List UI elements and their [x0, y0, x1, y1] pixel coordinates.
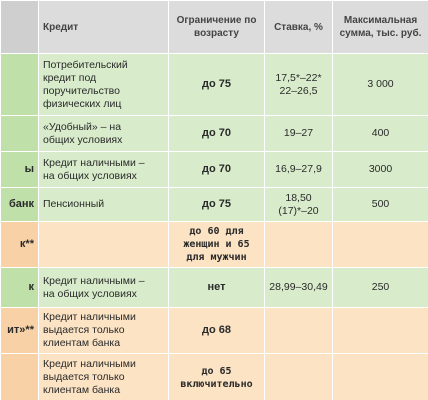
lender-cell: к** — [1, 222, 39, 268]
lender-cell: к — [1, 268, 39, 308]
product-line: Кредит наличными – — [43, 274, 145, 287]
product-line: кредит под — [43, 71, 97, 84]
product-cell: Пенсионный — [39, 188, 169, 222]
product-cell — [39, 152, 169, 188]
max-amount-cell: 3 000 — [333, 54, 428, 116]
product-line: клиентам банка — [43, 384, 121, 396]
lender-cell: ит»** — [1, 308, 39, 354]
lender-cell: ы — [1, 152, 39, 188]
product-line: Кредит наличными – — [43, 156, 145, 169]
product-cell — [39, 268, 169, 308]
age-cell: нет — [169, 268, 265, 308]
rate-cell: 28,99–30,49 — [265, 268, 333, 308]
table-row — [1, 116, 428, 152]
table-row — [1, 188, 428, 222]
lender-cell — [1, 116, 39, 152]
rate-cell — [265, 308, 333, 354]
product-line: на общих условиях — [43, 287, 137, 300]
max-amount-column-header: Максимальная сумма, тыс. руб. — [333, 1, 428, 54]
max-amount-cell — [333, 308, 428, 354]
product-cell — [39, 222, 169, 268]
age-cell: до 70 — [169, 116, 265, 152]
rate-cell — [265, 354, 333, 400]
product-line: выдается только — [43, 371, 125, 383]
table-row — [1, 308, 428, 354]
age-line: женщин и 65 — [183, 239, 250, 250]
rate-line: 17,5*–22* — [275, 71, 322, 84]
table-row — [1, 54, 428, 116]
product-line: на общих условиях — [43, 169, 137, 182]
product-cell — [39, 54, 169, 116]
rate-cell: 19–27 — [265, 116, 333, 152]
max-amount-cell: 500 — [333, 188, 428, 222]
product-cell — [39, 308, 169, 354]
lender-cell: банк — [1, 188, 39, 222]
product-cell — [39, 116, 169, 152]
table-row — [1, 354, 428, 400]
table-row — [1, 268, 428, 308]
lender-column-header — [1, 1, 39, 54]
product-cell — [39, 354, 169, 400]
age-cell: до 75 — [169, 188, 265, 222]
product-line: физических лиц — [43, 97, 122, 110]
rate-cell: 16,9–27,9 — [265, 152, 333, 188]
rate-line: (17)*–20 — [278, 204, 319, 217]
product-line: Кредит наличными — [43, 358, 136, 370]
age-line: до 65 — [201, 365, 232, 377]
product-line: выдается только — [43, 324, 125, 336]
table-row — [1, 222, 428, 268]
lender-cell — [1, 54, 39, 116]
product-line: поручительство — [43, 84, 120, 97]
product-line: общих условиях — [43, 133, 123, 146]
rate-cell — [265, 188, 333, 222]
max-amount-cell: 250 — [333, 268, 428, 308]
age-cell — [169, 222, 265, 268]
lender-cell — [1, 354, 39, 400]
product-line: Потребительский — [43, 58, 128, 71]
age-cell: до 70 — [169, 152, 265, 188]
rate-cell — [265, 54, 333, 116]
age-cell — [169, 354, 265, 400]
product-line: клиентам банка — [43, 337, 121, 349]
age-line: до 60 для — [189, 226, 244, 237]
rate-line: 22–26,5 — [279, 84, 318, 97]
max-amount-cell: 3000 — [333, 152, 428, 188]
rate-line: 18,50 — [285, 191, 312, 204]
rate-cell — [265, 222, 333, 268]
table-row — [1, 152, 428, 188]
max-amount-cell — [333, 222, 428, 268]
age-cell: до 68 — [169, 308, 265, 354]
age-column-header: Ограничение по возрасту — [169, 1, 265, 54]
header-row — [1, 1, 428, 54]
age-line: для мужчин — [186, 252, 247, 263]
age-line: включительно — [180, 378, 253, 390]
product-column-header: Кредит — [39, 1, 169, 54]
age-cell: до 75 — [169, 54, 265, 116]
rate-column-header: Ставка, % — [265, 1, 333, 54]
max-amount-cell: 400 — [333, 116, 428, 152]
max-amount-cell — [333, 354, 428, 400]
product-line: «Удобный» – на — [43, 120, 122, 133]
product-line: Кредит наличными — [43, 311, 136, 323]
